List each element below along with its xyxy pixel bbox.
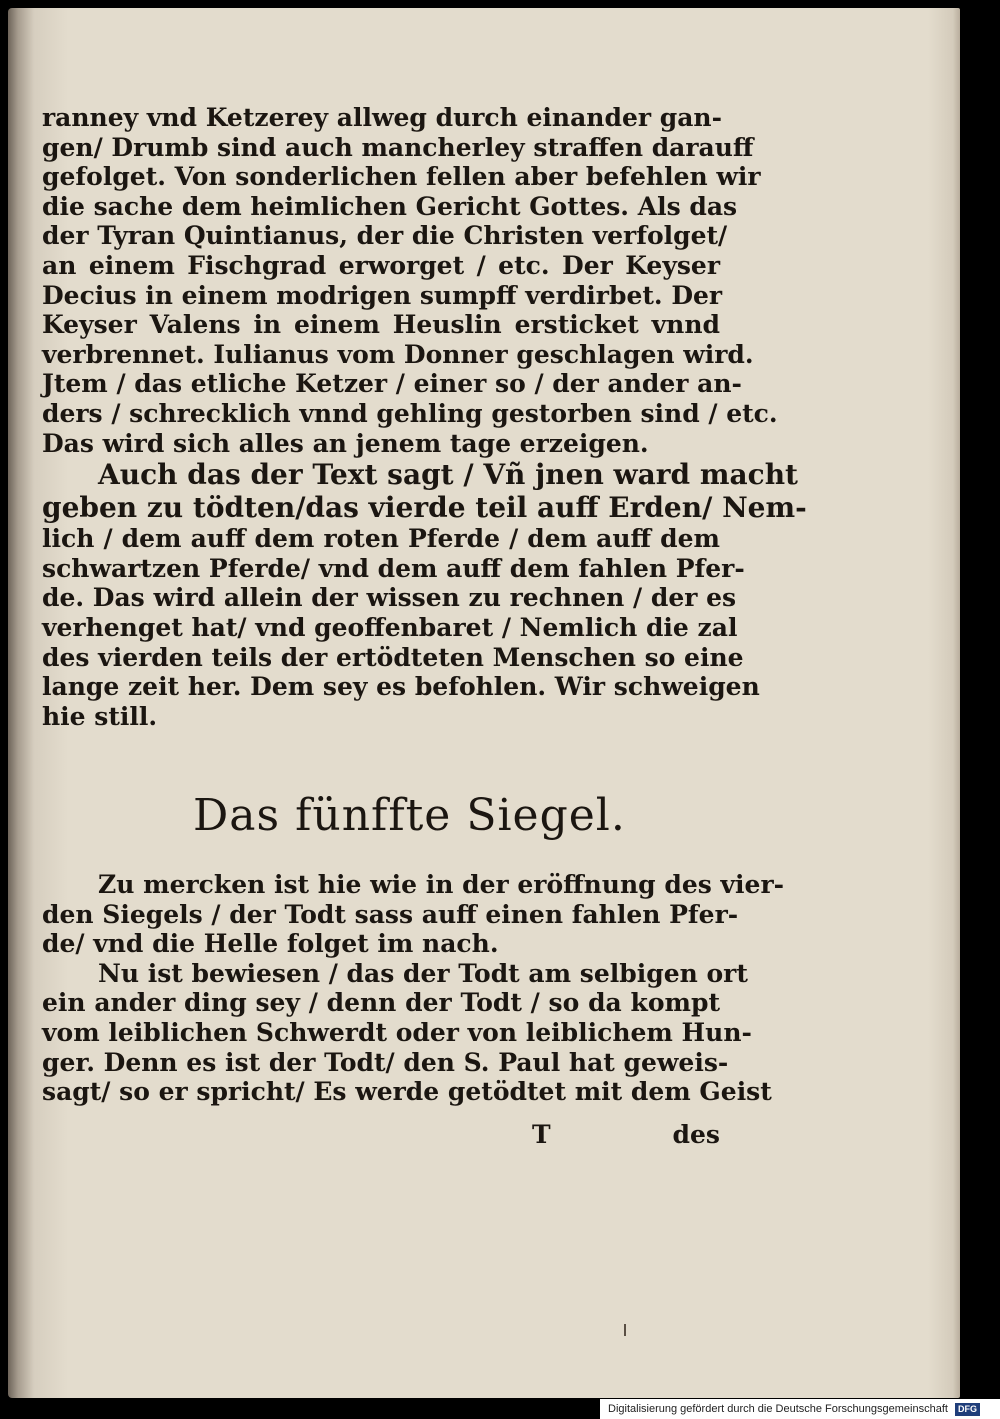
text-line-large: Auch das der Text sagt / Vñ jnen ward macht [98,458,798,492]
text-line: ranney vnd Ketzerey allweg durch einander gan- [42,103,722,132]
text-line: gen/ Drumb sind auch mancherley straffen darauff [42,132,754,162]
text-line: Keyser Valens in einem Heuslin ersticket vnnd [42,310,720,340]
text-line: den Siegels / der Todt sass auff einen fahlen Pfer- [42,899,739,929]
page-footer-marks [42,1120,720,1150]
text-line: gefolget. Von sonderlichen fellen aber befehlen wir [42,162,761,192]
text-line: hie still. [42,701,158,731]
text-line: lange zeit her. Dem sey es befohlen. Wir schweigen [42,672,760,702]
text-line: der Tyran Quintianus, der die Christen verfolget/ [42,221,728,251]
body-text-2 [42,870,784,1107]
paper-blemish [624,1324,626,1336]
text-line: Zu mercken ist hie wie in der eröffnung des vier- [98,870,784,899]
body-text [42,103,807,731]
text-line: sagt/ so er spricht/ Es werde getödtet mit dem Geist [42,1077,772,1107]
text-line: lich / dem auff dem roten Pferde / dem auff dem [42,524,720,554]
text-line: ders / schrecklich vnnd gehling gestorben sind / etc. [42,398,778,428]
catchword: des [672,1120,720,1149]
footer-credit: Digitalisierung gefördert durch die Deutsche Forschungsgemeinschaft [608,1403,948,1415]
text-line: die sache dem heimlichen Gericht Gottes. Als das [42,191,738,221]
text-line: Decius in einem modrigen sumpff verdirbet. Der [42,280,723,310]
text-line: des vierden teils der ertödteten Menschen so eine [42,642,744,672]
text-line: schwartzen Pferde/ vnd dem auff dem fahlen Pfer- [42,553,745,583]
text-line: ger. Denn es ist der Todt/ den S. Paul hat geweis- [42,1047,729,1077]
text-line: de. Das wird allein der wissen zu rechnen / der es [42,583,737,613]
dfg-logo-icon: DFG [955,1403,980,1416]
text-line: verbrennet. Iulianus vom Donner geschlagen wird. [42,339,754,369]
text-line: de/ vnd die Helle folget im nach. [42,929,499,959]
text-line: Jtem / das etliche Ketzer / einer so / der ander an- [42,369,742,399]
text-line: Das wird sich alles an jenem tage erzeigen. [42,428,649,458]
signature-mark: T [532,1120,551,1149]
text-line: an einem Fischgrad erworget / etc. Der Keyser [42,250,720,280]
digitization-footer [600,1399,1000,1419]
text-line: Nu ist bewiesen / das der Todt am selbigen ort [98,958,748,988]
text-line: ein ander ding sey / denn der Todt / so da kompt [42,988,720,1018]
section-heading: Das fünffte Siegel. [193,790,626,841]
text-line-large: geben zu tödten/das vierde teil auff Erden/ Nem- [42,491,807,525]
book-page [8,8,960,1398]
text-line: vom leiblichen Schwerdt oder von leiblichem Hun- [42,1017,752,1047]
text-line: verhenget hat/ vnd geoffenbaret / Nemlich die zal [42,612,738,642]
